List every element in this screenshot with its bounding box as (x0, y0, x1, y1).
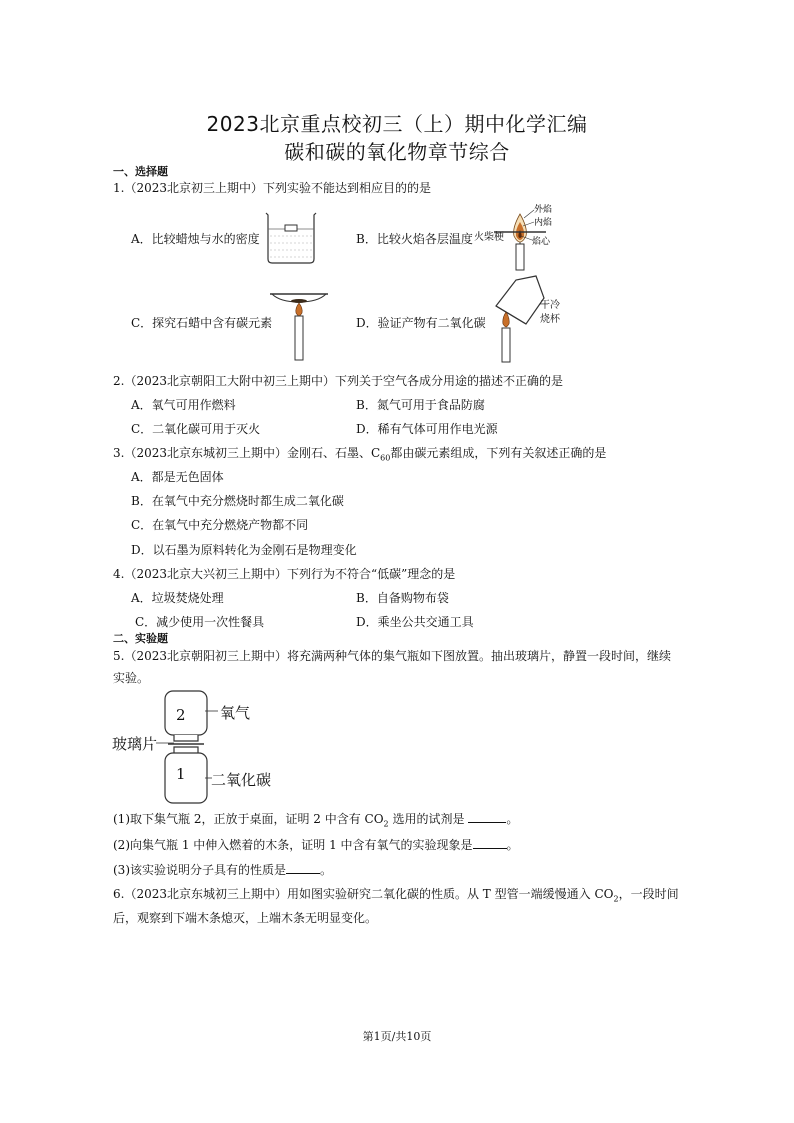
doc-title-line1: 2023北京重点校初三（上）期中化学汇编 (206, 112, 588, 136)
evaporating-dish-icon (270, 294, 328, 303)
q3-stem (113, 444, 606, 462)
label-inner-flame: 内焰 (534, 218, 553, 228)
q2-stem: 2.（2023北京朝阳工大附中初三上期中）下列关于空气各成分用途的描述不正确的是 (113, 374, 563, 388)
beaker-icon (266, 213, 316, 263)
label-dry-cold: 干冷 (540, 300, 560, 311)
q3-stem-post: 都由碳元素组成，下列有关叙述正确的是 (390, 446, 607, 460)
q3-stem-sub: 60 (380, 453, 391, 463)
candle-icon (295, 303, 303, 360)
q1-stem: 1.（2023北京初三上期中）下列实验不能达到相应目的的是 (113, 181, 431, 195)
q5-sub2-pre: (2)向集气瓶 1 中伸入燃着的木条，证明 1 中含有氧气的实验现象是 (113, 838, 473, 852)
q4-option-a: A．垃圾焚烧处理 (131, 591, 224, 605)
q6-stem-line1 (113, 885, 679, 903)
q5-sub3-answer-blank[interactable] (286, 861, 320, 874)
q3-option-d: D．以石墨为原料转化为金刚石是物理变化 (131, 543, 357, 557)
q6-stem-line1-pre: 6.（2023北京东城初三上期中）用如图实验研究二氧化碳的性质。从 T 型管一端缓慢通入 CO (113, 887, 614, 901)
q2-option-c: C．二氧化碳可用于灭火 (131, 422, 261, 436)
glass-leader-line (156, 738, 176, 748)
q5-sub3 (113, 861, 332, 878)
q5-sub3-end: 。 (320, 863, 333, 877)
q3-option-a: A．都是无色固体 (131, 470, 224, 484)
q6-stem-line1-sub: 2 (613, 894, 619, 904)
q5-sub1-answer-blank[interactable] (468, 810, 506, 823)
q5-sub2-end: 。 (506, 838, 519, 852)
q5-sub1 (113, 810, 518, 828)
dish-over-candle-figure (268, 288, 330, 362)
q6-stem-line2: 后，观察到下端木条熄灭，上端木条无明显变化。 (113, 911, 378, 925)
label-glass-plate: 玻璃片 (112, 735, 158, 753)
label-carbon-dioxide: 二氧化碳 (211, 771, 272, 789)
bottle-2-number: 2 (176, 706, 186, 724)
q5-sub2 (113, 836, 519, 853)
q4-stem: 4.（2023北京大兴初三上期中）下列行为不符合“低碳”理念的是 (113, 567, 456, 581)
label-outer-flame: 外焰 (534, 205, 553, 215)
bottle-1-number: 1 (176, 765, 186, 783)
q4-option-c: C．减少使用一次性餐具 (135, 615, 265, 629)
q1-option-a: A．比较蜡烛与水的密度 (131, 232, 260, 246)
label-flame-core: 焰心 (532, 237, 551, 247)
label-match-stick: 火柴梗 (474, 232, 504, 243)
q5-stem-line1: 5.（2023北京朝阳初三上期中）将充满两种气体的集气瓶如下图放置。抽出玻璃片，静置一段时间，继续 (113, 649, 671, 663)
doc-title-line2: 碳和碳的氧化物章节综合 (284, 140, 510, 164)
q3-option-c: C．在氧气中充分燃烧产物都不同 (131, 518, 309, 532)
q6-stem-line1-post: ，一段时间 (618, 887, 679, 901)
q5-sub1-pre: (1)取下集气瓶 2，正放于桌面，证明 2 中含有 CO (113, 812, 384, 826)
q2-option-a: A．氧气可用作燃料 (131, 398, 236, 412)
q5-sub1-sub: 2 (383, 819, 389, 829)
q5-stem-line2: 实验。 (113, 671, 150, 685)
label-oxygen: 氧气 (220, 704, 251, 722)
q1-option-b: B．比较火焰各层温度 (356, 232, 473, 246)
inverted-beaker-icon (496, 276, 544, 324)
q4-option-b: B．自备购物布袋 (356, 591, 449, 605)
q5-sub2-answer-blank[interactable] (473, 836, 507, 849)
beaker-figure (262, 209, 322, 265)
q2-option-b: B．氮气可用于食品防腐 (356, 398, 485, 412)
section-heading-choice: 一、选择题 (113, 165, 168, 178)
q1-option-d: D．验证产物有二氧化碳 (356, 316, 486, 330)
q2-option-d: D．稀有气体可用作电光源 (356, 422, 498, 436)
q3-option-b: B．在氧气中充分燃烧时都生成二氧化碳 (131, 494, 344, 508)
q5-sub3-pre: (3)该实验说明分子具有的性质是 (113, 863, 286, 877)
q3-stem-pre: 3.（2023北京东城初三上期中）金刚石、石墨、C (113, 446, 381, 460)
label-beaker: 烧杯 (540, 314, 560, 325)
page-number: 第1页/共10页 (362, 1030, 432, 1043)
q5-sub1-post: 选用的试剂是 (392, 812, 465, 826)
q5-sub1-end: 。 (506, 812, 519, 826)
candle-icon (502, 312, 510, 362)
dry-beaker-figure (486, 274, 576, 364)
q1-option-c: C．探究石蜡中含有碳元素 (131, 316, 273, 330)
q4-option-d: D．乘坐公共交通工具 (356, 615, 474, 629)
section-heading-experiment: 二、实验题 (113, 632, 168, 645)
